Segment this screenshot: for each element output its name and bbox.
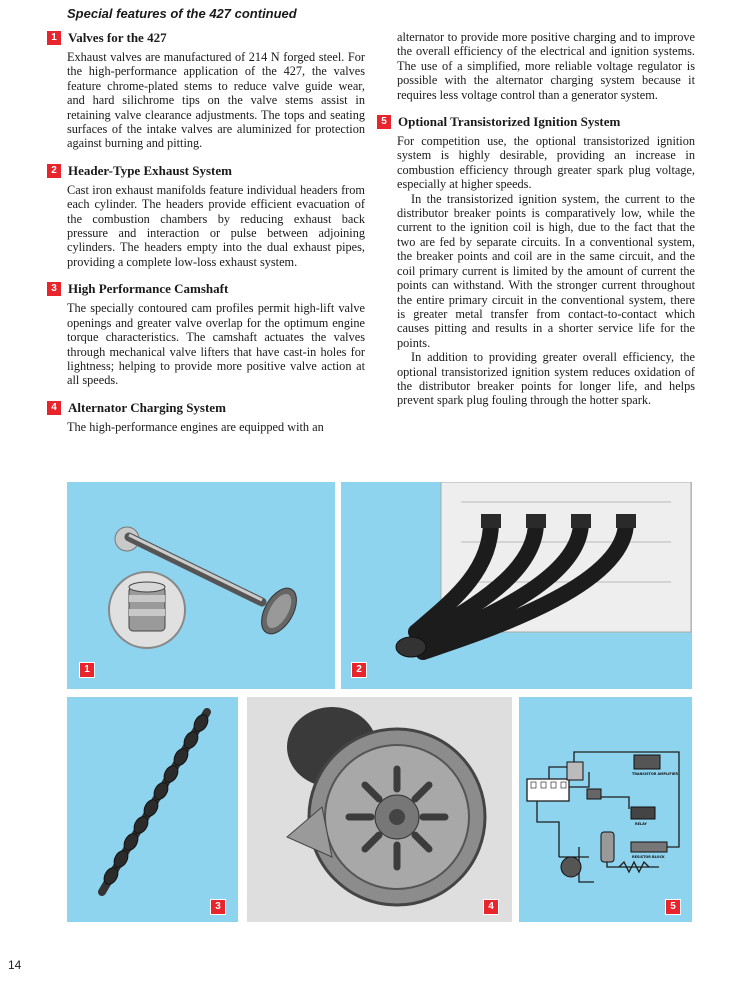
section-number-badge: 2 [47, 164, 61, 178]
figure-alternator [247, 697, 512, 922]
left-column [51, 30, 365, 434]
diagram-label-resistor-block: RESISTOR BLOCK [632, 855, 665, 859]
diagram-label-transistor-amplifier: TRANSISTOR AMPLIFIER [632, 772, 678, 776]
camshaft-illustration [67, 697, 238, 922]
figure-number-badge: 4 [483, 899, 499, 915]
section-paragraph: The high-performance engines are equipped with an [67, 419, 324, 434]
page-header: Special features of the 427 continued [67, 6, 297, 21]
figure-number-badge: 2 [351, 662, 367, 678]
figure-exhaust-header [341, 482, 692, 689]
figure-number-badge: 3 [210, 899, 226, 915]
section-number-badge: 4 [47, 401, 61, 415]
section-title-header-exhaust: 2 Header-Type Exhaust System [47, 163, 365, 179]
section-title-camshaft: 3 High Performance Camshaft [47, 281, 365, 297]
section-paragraph: Exhaust valves are manufactured of 214 N forged steel. For the high-performance application of the 427, the valves feature chrome-plated stems to reduce valve guide wear, and hard silichrome tips on the valve stems assist in retaining valve clearance adjustments. The tops and seating surfaces of the intake valves are aluminized for protection against burning and pitting. [67, 50, 365, 151]
section-number-badge: 3 [47, 282, 61, 296]
section-paragraph: In addition to providing greater overall efficiency, the optional transistorized ignition system reduces oxidation of the distributor breaker points for longer life, and helps prevent spark plug fouling through the hotter spark. [397, 350, 695, 408]
section-title-ignition: 5 Optional Transistorized Ignition System [377, 114, 695, 130]
exhaust-header-illustration [341, 482, 692, 689]
figure-ignition-diagram [519, 697, 692, 922]
valve-illustration [67, 482, 335, 689]
section-paragraph: For competition use, the optional transistorized ignition system is highly desirable, providing an increase in combustion efficiency through greater spark plug voltage, especially at higher speeds. [397, 134, 695, 192]
section-paragraph: The specially contoured cam profiles permit high-lift valve openings and greater valve overlap for the optimum engine torque characteristics. The camshaft actuates the valves through mechanical valve lifters that have cast-in holes for lightness; helping to provide more positive valve action at all speeds. [67, 301, 365, 388]
figure-number-badge: 5 [665, 899, 681, 915]
section-number-badge: 1 [47, 31, 61, 45]
page-number: 14 [8, 958, 22, 972]
section-number-badge: 5 [377, 115, 391, 129]
section-paragraph: In the transistorized ignition system, the current to the distributor breaker points is comparatively low, while the current to the ignition coil is high, due to the fact that the two are fed by separate circuits. In a conventional system, the breaker points and coil are in the same circuit, and the coil primary current is limited by the amount of current the points can withstand. With the stronger current throughout the entire primary circuit in the conventional system, there is greater metal transfer from contact-to-contact which causes pitting and results in a shorter service life for the points. [397, 191, 695, 350]
section-title-alternator: 4 Alternator Charging System [47, 400, 365, 416]
section-paragraph-continued: alternator to provide more positive charging and to improve the overall efficiency of the electrical and ignition systems. The use of a simplified, more reliable voltage regulator is possible with the alternator charging system because it requires less voltage control than a generator system. [397, 30, 695, 102]
right-column [381, 30, 695, 408]
ignition-wiring-illustration [519, 697, 692, 922]
diagram-label-relay: RELAY [635, 822, 647, 826]
section-paragraph: Cast iron exhaust manifolds feature individual headers from each cylinder. The headers provide efficient evacuation of the combustion chambers by reducing exhaust back pressure and interaction or pulse between adjoining cylinders. The headers empty into the dual exhaust pipes, providing a complete low-loss exhaust system. [67, 182, 365, 269]
figure-camshaft [67, 697, 238, 922]
alternator-illustration [247, 697, 512, 922]
section-title-valves: 1 Valves for the 427 [47, 30, 365, 46]
figure-valve [67, 482, 335, 689]
figure-number-badge: 1 [79, 662, 95, 678]
